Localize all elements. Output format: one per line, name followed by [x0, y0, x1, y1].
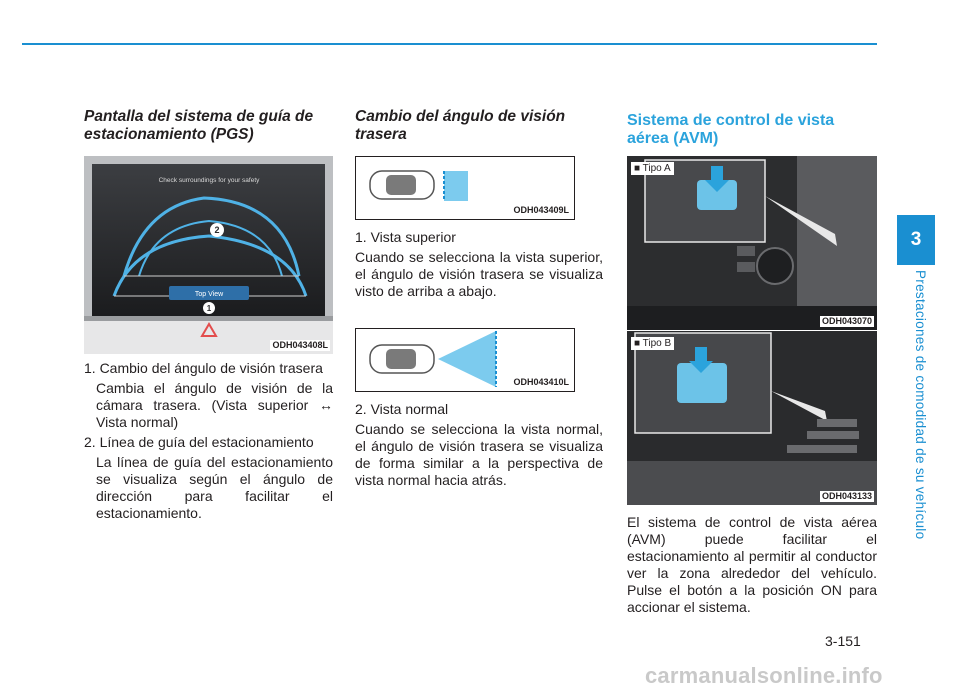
type-a-illustration	[627, 156, 877, 330]
figure-type-b	[627, 331, 877, 505]
figure-normal-view	[355, 328, 575, 392]
type-b-label: ■ Tipo B	[631, 337, 674, 350]
top-view-title: 1. Vista superior	[355, 229, 456, 245]
type-b-illustration	[627, 331, 877, 505]
figure-top-view	[355, 156, 575, 220]
marker-2-label: 2	[214, 225, 220, 235]
list-item-2-body: La línea de guía del estacionamiento se visualiza según el ángulo de dirección para facilitar el estacionamiento.	[96, 454, 333, 521]
list-item-2-title: 2. Línea de guía del estacionamiento	[84, 434, 314, 450]
figure-code: ODH043133	[821, 491, 872, 501]
type-a-label: ■ Tipo A	[631, 162, 674, 175]
figure-code: ODH043408L	[272, 340, 328, 350]
column-rear-view	[355, 108, 603, 489]
section-title-avm: Sistema de control de vista aérea (AVM)	[627, 112, 835, 147]
top-rule	[22, 43, 877, 45]
pgs-list	[84, 360, 333, 522]
list-item-1-body: Cambia el ángulo de visión de la cámara trasera. (Vista superior ↔ Vista normal)	[96, 380, 333, 430]
avm-body: El sistema de control de vista aérea (AVM) puede facilitar el estacionamiento al permitir al conductor ver la zona alrededor del vehículo. Pulse el botón a la posición ON para accionar el sistema.	[627, 514, 877, 615]
chapter-tab: 3	[897, 215, 935, 265]
watermark: carmanualsonline.info	[645, 663, 883, 688]
section-title-rear-view: Cambio del ángulo de visión trasera	[355, 108, 566, 143]
figure-type-a	[627, 156, 877, 330]
section-title-pgs: Pantalla del sistema de guía de estacionamiento (PGS)	[84, 108, 314, 143]
column-avm	[627, 112, 877, 616]
normal-view-body: Cuando se selecciona la vista normal, el ángulo de visión trasera se visualiza de forma similar a la perspectiva de vista normal hacia atrás.	[355, 421, 603, 488]
figure-code: ODH043070	[821, 316, 872, 326]
chapter-title: Prestaciones de comodidad de su vehículo	[913, 270, 928, 540]
pgs-banner-text: Check surroundings for your safety	[158, 177, 260, 184]
figure-code: ODH043410L	[513, 377, 569, 387]
page-number: 3-151	[825, 633, 861, 649]
pgs-display-illustration	[84, 156, 333, 354]
top-view-body: Cuando se selecciona la vista superior, el ángulo de visión trasera se visualiza visto de arriba a abajo.	[355, 249, 603, 299]
top-view-label: Top View	[194, 291, 224, 298]
figure-pgs-display	[84, 156, 333, 354]
normal-view-title: 2. Vista normal	[355, 401, 449, 417]
list-item-1-title: 1. Cambio del ángulo de visión trasera	[84, 360, 323, 376]
figure-code: ODH043409L	[513, 205, 569, 215]
column-pgs	[84, 108, 333, 522]
marker-1-label: 1	[206, 304, 212, 313]
